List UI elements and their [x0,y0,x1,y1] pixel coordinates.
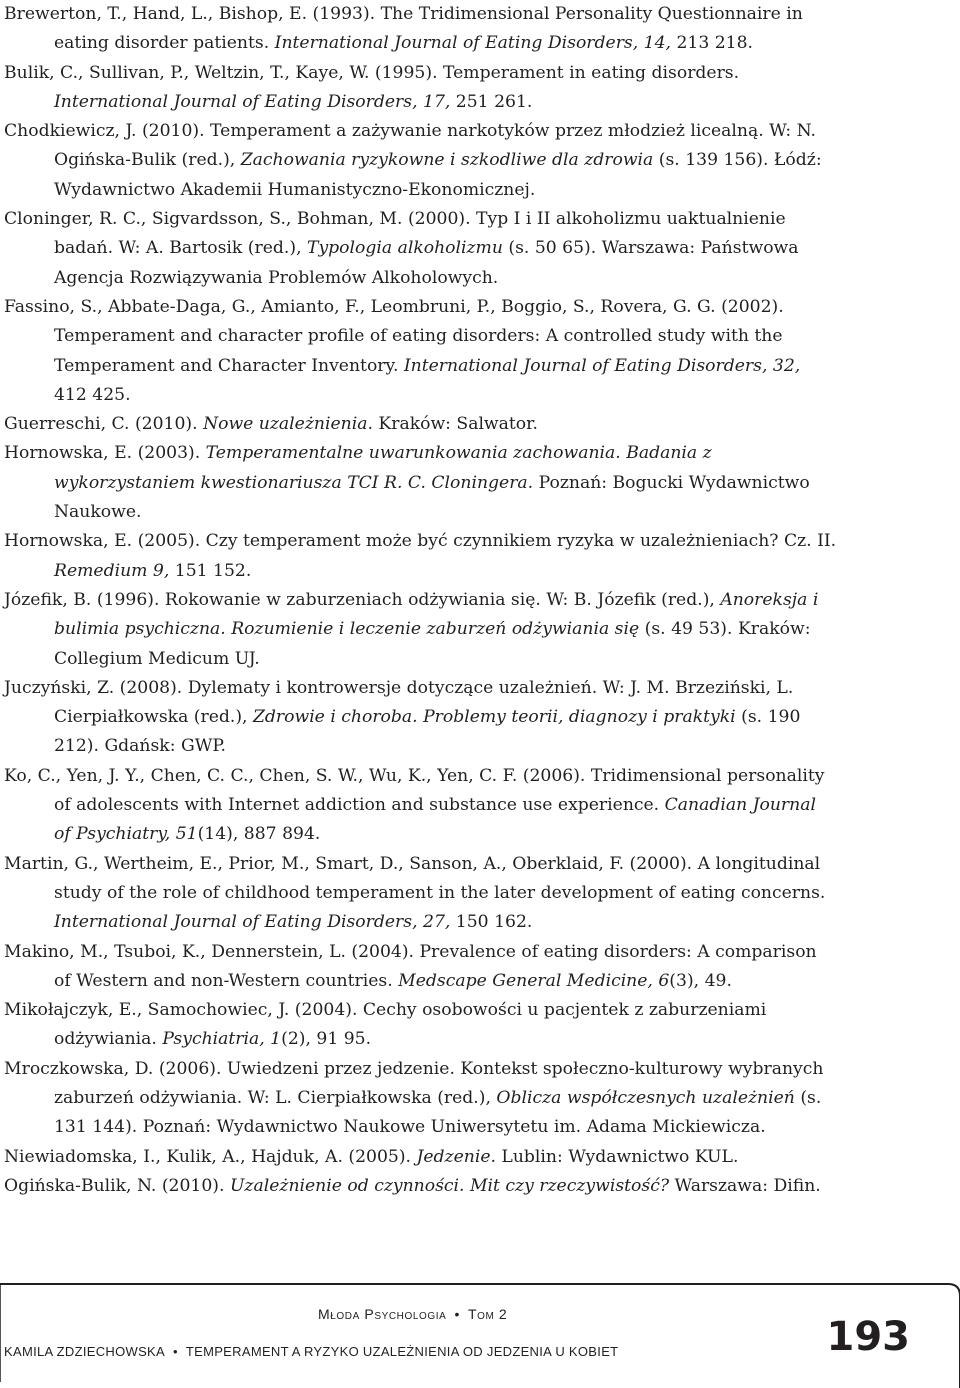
reference-segment: Bulik, C., Sullivan, P., Weltzin, T., Kaye, W. (1995). Temperament in eating disorders. [4,62,740,83]
reference-segment: Kraków: Salwator. [372,414,538,435]
reference-segment: (s. 49 53). Kraków: Collegium Medicum UJ. [54,619,811,669]
reference-segment: Zachowania ryzykowne i szkodliwe dla zdrowia [240,150,654,171]
reference-segment: 151 152. [169,560,252,581]
reference-segment: Temperamentalne uwarunkowania zachowania. Badania z wykorzystaniem kwestionariusza TCI R. C. Cloningera. [54,443,712,493]
reference-entry [4,762,838,850]
footer-author: KAMILA ZDZIECHOWSKA [4,1344,166,1359]
reference-entry [4,996,838,1055]
page-number: 193 [826,1314,910,1360]
journal-volume: Tom 2 [467,1306,508,1322]
reference-segment: Uzależnienie od czynności. Mit czy rzeczywistość? [229,1175,670,1196]
reference-segment: Lublin: Wydawnictwo KUL. [495,1146,739,1167]
reference-segment: (s. 139 156). Łódź: Wydawnictwo Akademii Humanistyczno-Ekonomicznej. [54,150,822,200]
reference-entry [4,527,838,586]
reference-entry [4,0,838,59]
reference-segment: International Journal of Eating Disorders, 17, [54,91,451,112]
reference-segment: Typologia alkoholizmu [307,238,503,259]
separator-dot: • [454,1306,460,1322]
reference-segment: Zdrowie i choroba. Problemy teorii, diagnozy i praktyki [252,707,736,728]
footer-article-title: TEMPERAMENT A RYZYKO UZALEŻNIENIA OD JEDZENIA U KOBIET [185,1344,619,1359]
reference-segment: 251 261. [450,91,533,112]
reference-segment: (s. 131 144). Poznań: Wydawnictwo Naukowe Uniwersytetu im. Adama Mickiewicza. [54,1087,822,1138]
reference-segment: Martin, G., Wertheim, E., Prior, M., Smart, D., Sanson, A., Oberklaid, F. (2000). A longitudinal study of the role of childhood temperament in the later development of eating concerns. [4,853,826,903]
reference-segment: (3), 49. [669,970,732,991]
reference-entry [4,1143,838,1172]
reference-segment: Jedzenie. [416,1146,496,1167]
reference-segment: Chodkiewicz, J. (2010). Temperament a zażywanie narkotyków przez młodzież licealną. W: N. Ogińska-Bulik (red.), [4,121,816,171]
reference-segment: (s. 190 212). Gdańsk: GWP. [54,707,801,757]
reference-entry [4,410,838,439]
reference-segment: International Journal of Eating Disorders, 27, [54,912,451,933]
reference-entry [4,117,838,205]
reference-segment: Medscape General Medicine, 6 [398,970,670,991]
reference-segment: 150 162. [450,912,533,933]
reference-segment: Remedium 9, [54,560,170,581]
reference-entry [4,850,838,938]
reference-segment: 412 425. [54,384,131,405]
reference-segment: Juczyński, Z. (2008). Dylematy i kontrowersje dotyczące uzależnień. W: J. M. Brzeziński, L. Cierpiałkowska (red.), [4,677,794,728]
reference-segment: Hornowska, E. (2005). Czy temperament może być czynnikiem ryzyka w uzależnieniach? Cz. II. [4,531,837,552]
reference-segment: Niewiadomska, I., Kulik, A., Hajduk, A. (2005). [4,1146,417,1167]
reference-segment: Oblicza współczesnych uzależnień [496,1087,795,1108]
reference-segment: Mikołajczyk, E., Samochowiec, J. (2004). Cechy osobowości u pacjentek z zaburzeniami odżywiania. [4,1000,767,1050]
reference-entry [4,59,838,118]
reference-segment: (2), 91 95. [281,1029,372,1050]
journal-line [318,1306,718,1322]
reference-segment: Józefik, B. (1996). Rokowanie w zaburzeniach odżywiania się. W: B. Józefik (red.), [4,589,721,610]
reference-segment: Nowe uzależnienia. [203,414,373,435]
reference-segment: International Journal of Eating Disorders, 14, [274,33,671,54]
reference-entry [4,1055,838,1143]
reference-entry [4,293,838,410]
reference-segment: Brewerton, T., Hand, L., Bishop, E. (1993). The Tridimensional Personality Questionnaire in eating disorder patients. [4,4,803,54]
reference-segment: Anoreksja i bulimia psychiczna. Rozumienie i leczenie zaburzeń odżywiania się [54,589,819,640]
reference-segment: Ko, C., Yen, J. Y., Chen, C. C., Chen, S. W., Wu, K., Yen, C. F. (2006). Tridimensional personality of adolescents with Internet addiction and substance use experience. [4,765,825,816]
reference-entry [4,439,838,527]
reference-segment: (s. 50 65). Warszawa: Państwowa Agencja Rozwiązywania Problemów Alkoholowych. [54,238,799,288]
reference-segment: Ogińska-Bulik, N. (2010). [4,1175,230,1196]
reference-segment: Cloninger, R. C., Sigvardsson, S., Bohman, M. (2000). Typ I i II alkoholizmu uaktualnienie badań. W: A. Bartosik (red.), [4,209,786,259]
reference-segment: Warszawa: Difin. [669,1175,821,1196]
separator-dot: • [173,1344,178,1359]
journal-title: Młoda Psychologia [318,1306,447,1322]
reference-segment: Fassino, S., Abbate-Daga, G., Amianto, F., Leombruni, P., Boggio, S., Rovera, G. G. (2002). Temperament and character profile of eating disorders: A controlled study with the Temperament and Character Inventory. [4,296,784,376]
reference-segment: International Journal of Eating Disorders, 32, [403,355,801,376]
reference-segment: Poznań: Bogucki Wydawnictwo Naukowe. [54,472,810,523]
reference-segment: Makino, M., Tsuboi, K., Dennerstein, L. (2004). Prevalence of eating disorders: A comparison of Western and non-Western countries. [4,941,817,991]
reference-segment: Mroczkowska, D. (2006). Uwiedzeni przez jedzenie. Kontekst społeczno-kulturowy wybranych zaburzeń odżywiania. W: L. Cierpiałkowska (red.), [4,1058,824,1108]
reference-entry [4,674,838,762]
reference-list [4,0,838,1201]
reference-segment: Canadian Journal of Psychiatry, 51 [54,795,816,845]
page-footer [0,1282,960,1388]
reference-entry [4,205,838,293]
reference-entry [4,938,838,997]
reference-segment: Psychiatria, 1 [162,1029,282,1050]
reference-segment: (14), 887 894. [197,824,321,845]
reference-entry [4,586,838,674]
reference-segment: Guerreschi, C. (2010). [4,414,204,435]
author-line [4,1344,824,1359]
footer-frame [0,1282,960,1388]
reference-entry [4,1172,838,1201]
reference-segment: Hornowska, E. (2003). [4,443,206,464]
reference-segment: 213 218. [671,33,754,54]
